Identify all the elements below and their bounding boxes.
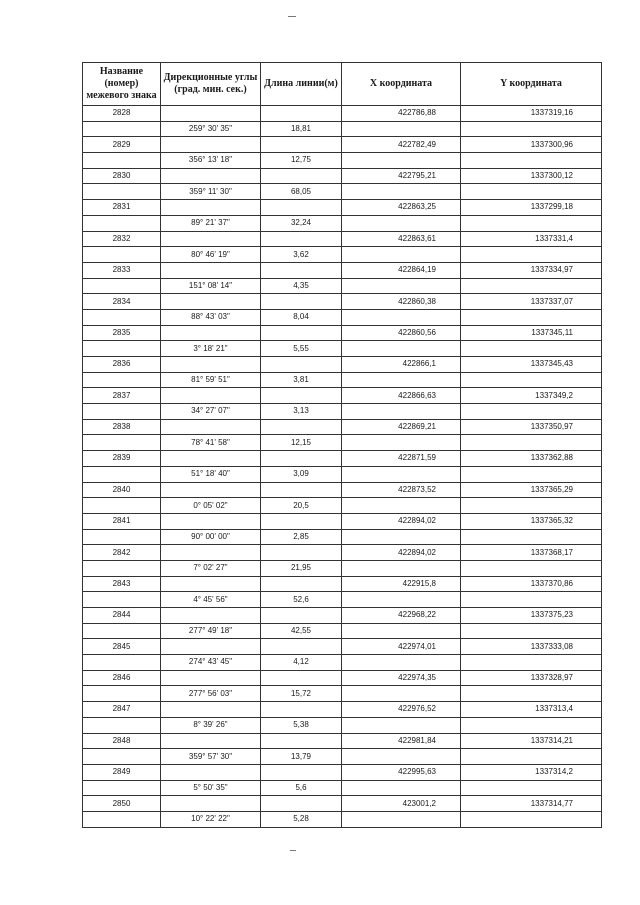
line-length-cell: 3,13 — [261, 404, 342, 420]
empty-cell — [83, 215, 161, 231]
direction-angle-cell: 151° 08' 14" — [161, 278, 261, 294]
empty-cell — [261, 419, 342, 435]
empty-cell — [461, 153, 602, 169]
empty-cell — [261, 325, 342, 341]
direction-angle-cell: 259° 30' 35" — [161, 121, 261, 137]
segment-row — [83, 153, 602, 169]
empty-cell — [342, 749, 461, 765]
point-name-cell: 2832 — [83, 231, 161, 247]
empty-cell — [83, 153, 161, 169]
empty-cell — [261, 262, 342, 278]
empty-cell — [161, 168, 261, 184]
y-coordinate-cell: 1337337,07 — [461, 294, 602, 310]
line-length-cell: 3,09 — [261, 466, 342, 482]
point-row — [83, 137, 602, 153]
y-coordinate-cell: 1337375,23 — [461, 608, 602, 624]
point-row — [83, 451, 602, 467]
empty-cell — [83, 466, 161, 482]
line-length-cell: 12,15 — [261, 435, 342, 451]
empty-cell — [261, 137, 342, 153]
empty-cell — [342, 560, 461, 576]
empty-cell — [161, 702, 261, 718]
empty-cell — [161, 451, 261, 467]
empty-cell — [161, 231, 261, 247]
point-name-cell: 2839 — [83, 451, 161, 467]
empty-cell — [461, 717, 602, 733]
header-x: X координата — [342, 63, 461, 106]
empty-cell — [261, 168, 342, 184]
point-row — [83, 639, 602, 655]
empty-cell — [83, 560, 161, 576]
empty-cell — [161, 608, 261, 624]
point-row — [83, 262, 602, 278]
empty-cell — [342, 623, 461, 639]
segment-row — [83, 184, 602, 200]
point-row — [83, 545, 602, 561]
line-length-cell: 4,35 — [261, 278, 342, 294]
empty-cell — [261, 764, 342, 780]
empty-cell — [461, 780, 602, 796]
direction-angle-cell: 4° 45' 56" — [161, 592, 261, 608]
segment-row — [83, 498, 602, 514]
x-coordinate-cell: 422968,22 — [342, 608, 461, 624]
x-coordinate-cell: 422782,49 — [342, 137, 461, 153]
empty-cell — [83, 372, 161, 388]
empty-cell — [83, 529, 161, 545]
empty-cell — [83, 592, 161, 608]
direction-angle-cell: 80° 46' 19" — [161, 247, 261, 263]
empty-cell — [461, 184, 602, 200]
empty-cell — [261, 357, 342, 373]
segment-row — [83, 372, 602, 388]
segment-row — [83, 215, 602, 231]
empty-cell — [161, 482, 261, 498]
empty-cell — [161, 545, 261, 561]
empty-cell — [461, 372, 602, 388]
empty-cell — [261, 733, 342, 749]
empty-cell — [342, 247, 461, 263]
empty-cell — [261, 451, 342, 467]
point-row — [83, 325, 602, 341]
direction-angle-cell: 10° 22' 22" — [161, 811, 261, 827]
segment-row — [83, 717, 602, 733]
empty-cell — [342, 592, 461, 608]
point-name-cell: 2830 — [83, 168, 161, 184]
empty-cell — [342, 529, 461, 545]
x-coordinate-cell: 422871,59 — [342, 451, 461, 467]
empty-cell — [83, 121, 161, 137]
point-name-cell: 2835 — [83, 325, 161, 341]
empty-cell — [461, 498, 602, 514]
line-length-cell: 4,12 — [261, 655, 342, 671]
empty-cell — [261, 294, 342, 310]
empty-cell — [83, 749, 161, 765]
empty-cell — [83, 498, 161, 514]
line-length-cell: 12,75 — [261, 153, 342, 169]
point-name-cell: 2841 — [83, 513, 161, 529]
direction-angle-cell: 356° 13' 18" — [161, 153, 261, 169]
point-row — [83, 764, 602, 780]
empty-cell — [461, 529, 602, 545]
segment-row — [83, 780, 602, 796]
point-row — [83, 294, 602, 310]
segment-row — [83, 247, 602, 263]
table-header-row — [83, 63, 602, 106]
empty-cell — [83, 341, 161, 357]
empty-cell — [261, 106, 342, 122]
y-coordinate-cell: 1337314,21 — [461, 733, 602, 749]
x-coordinate-cell: 422976,52 — [342, 702, 461, 718]
empty-cell — [83, 309, 161, 325]
empty-cell — [161, 325, 261, 341]
point-row — [83, 200, 602, 216]
segment-row — [83, 278, 602, 294]
direction-angle-cell: 0° 05' 02" — [161, 498, 261, 514]
empty-cell — [461, 121, 602, 137]
point-name-cell: 2845 — [83, 639, 161, 655]
point-name-cell: 2842 — [83, 545, 161, 561]
point-name-cell: 2828 — [83, 106, 161, 122]
empty-cell — [261, 388, 342, 404]
empty-cell — [83, 247, 161, 263]
empty-cell — [342, 811, 461, 827]
x-coordinate-cell: 422894,02 — [342, 545, 461, 561]
empty-cell — [461, 309, 602, 325]
segment-row — [83, 623, 602, 639]
empty-cell — [261, 513, 342, 529]
empty-cell — [161, 639, 261, 655]
empty-cell — [83, 404, 161, 420]
point-row — [83, 482, 602, 498]
line-length-cell: 20,5 — [261, 498, 342, 514]
empty-cell — [261, 639, 342, 655]
line-length-cell: 68,05 — [261, 184, 342, 200]
empty-cell — [461, 623, 602, 639]
point-row — [83, 733, 602, 749]
empty-cell — [83, 623, 161, 639]
x-coordinate-cell: 422866,1 — [342, 357, 461, 373]
bottom-scan-mark — [290, 850, 296, 851]
segment-row — [83, 560, 602, 576]
x-coordinate-cell: 422869,21 — [342, 419, 461, 435]
line-length-cell: 5,6 — [261, 780, 342, 796]
y-coordinate-cell: 1337299,18 — [461, 200, 602, 216]
y-coordinate-cell: 1337365,29 — [461, 482, 602, 498]
header-y: Y координата — [461, 63, 602, 106]
point-row — [83, 168, 602, 184]
empty-cell — [161, 106, 261, 122]
x-coordinate-cell: 422795,21 — [342, 168, 461, 184]
direction-angle-cell: 88° 43' 03" — [161, 309, 261, 325]
empty-cell — [342, 655, 461, 671]
direction-angle-cell: 78° 41' 58" — [161, 435, 261, 451]
point-name-cell: 2843 — [83, 576, 161, 592]
empty-cell — [83, 686, 161, 702]
point-name-cell: 2831 — [83, 200, 161, 216]
segment-row — [83, 592, 602, 608]
line-length-cell: 32,24 — [261, 215, 342, 231]
empty-cell — [461, 811, 602, 827]
empty-cell — [342, 341, 461, 357]
point-name-cell: 2838 — [83, 419, 161, 435]
empty-cell — [461, 686, 602, 702]
x-coordinate-cell: 422864,19 — [342, 262, 461, 278]
point-name-cell: 2836 — [83, 357, 161, 373]
empty-cell — [461, 749, 602, 765]
line-length-cell: 15,72 — [261, 686, 342, 702]
x-coordinate-cell: 422894,02 — [342, 513, 461, 529]
point-name-cell: 2846 — [83, 670, 161, 686]
point-name-cell: 2844 — [83, 608, 161, 624]
y-coordinate-cell: 1337300,96 — [461, 137, 602, 153]
point-row — [83, 419, 602, 435]
empty-cell — [261, 796, 342, 812]
y-coordinate-cell: 1337345,43 — [461, 357, 602, 373]
empty-cell — [461, 560, 602, 576]
x-coordinate-cell: 422786,88 — [342, 106, 461, 122]
segment-row — [83, 121, 602, 137]
empty-cell — [461, 247, 602, 263]
empty-cell — [342, 372, 461, 388]
point-row — [83, 576, 602, 592]
empty-cell — [461, 404, 602, 420]
point-row — [83, 357, 602, 373]
y-coordinate-cell: 1337333,08 — [461, 639, 602, 655]
segment-row — [83, 309, 602, 325]
x-coordinate-cell: 422860,38 — [342, 294, 461, 310]
empty-cell — [161, 576, 261, 592]
line-length-cell: 18,81 — [261, 121, 342, 137]
segment-row — [83, 529, 602, 545]
empty-cell — [461, 655, 602, 671]
x-coordinate-cell: 422995,63 — [342, 764, 461, 780]
line-length-cell: 52,6 — [261, 592, 342, 608]
y-coordinate-cell: 1337331,4 — [461, 231, 602, 247]
segment-row — [83, 466, 602, 482]
x-coordinate-cell: 422863,61 — [342, 231, 461, 247]
point-row — [83, 513, 602, 529]
segment-row — [83, 435, 602, 451]
point-name-cell: 2848 — [83, 733, 161, 749]
segment-row — [83, 404, 602, 420]
direction-angle-cell: 51° 18' 40" — [161, 466, 261, 482]
point-row — [83, 702, 602, 718]
empty-cell — [261, 576, 342, 592]
y-coordinate-cell: 1337350,97 — [461, 419, 602, 435]
line-length-cell: 3,62 — [261, 247, 342, 263]
line-length-cell: 21,95 — [261, 560, 342, 576]
segment-row — [83, 811, 602, 827]
empty-cell — [342, 435, 461, 451]
point-row — [83, 796, 602, 812]
y-coordinate-cell: 1337362,88 — [461, 451, 602, 467]
empty-cell — [83, 655, 161, 671]
header-angle: Дирекционные углы (град. мин. сек.) — [161, 63, 261, 106]
empty-cell — [161, 670, 261, 686]
line-length-cell: 5,38 — [261, 717, 342, 733]
line-length-cell: 13,79 — [261, 749, 342, 765]
y-coordinate-cell: 1337313,4 — [461, 702, 602, 718]
x-coordinate-cell: 423001,2 — [342, 796, 461, 812]
y-coordinate-cell: 1337349,2 — [461, 388, 602, 404]
empty-cell — [342, 717, 461, 733]
direction-angle-cell: 277° 56' 03" — [161, 686, 261, 702]
direction-angle-cell: 274° 43' 45" — [161, 655, 261, 671]
point-name-cell: 2837 — [83, 388, 161, 404]
line-length-cell: 5,28 — [261, 811, 342, 827]
x-coordinate-cell: 422981,84 — [342, 733, 461, 749]
direction-angle-cell: 359° 11' 30" — [161, 184, 261, 200]
y-coordinate-cell: 1337314,2 — [461, 764, 602, 780]
empty-cell — [342, 309, 461, 325]
empty-cell — [342, 121, 461, 137]
empty-cell — [83, 435, 161, 451]
point-row — [83, 106, 602, 122]
empty-cell — [342, 404, 461, 420]
point-name-cell: 2850 — [83, 796, 161, 812]
x-coordinate-cell: 422866,63 — [342, 388, 461, 404]
y-coordinate-cell: 1337370,86 — [461, 576, 602, 592]
point-name-cell: 2833 — [83, 262, 161, 278]
empty-cell — [161, 513, 261, 529]
point-name-cell: 2829 — [83, 137, 161, 153]
empty-cell — [461, 215, 602, 231]
empty-cell — [161, 262, 261, 278]
empty-cell — [161, 357, 261, 373]
y-coordinate-cell: 1337345,11 — [461, 325, 602, 341]
empty-cell — [261, 702, 342, 718]
x-coordinate-cell: 422974,35 — [342, 670, 461, 686]
empty-cell — [161, 764, 261, 780]
direction-angle-cell: 8° 39' 26" — [161, 717, 261, 733]
segment-row — [83, 686, 602, 702]
direction-angle-cell: 277° 49' 18" — [161, 623, 261, 639]
empty-cell — [342, 184, 461, 200]
line-length-cell: 42,55 — [261, 623, 342, 639]
empty-cell — [261, 670, 342, 686]
y-coordinate-cell: 1337368,17 — [461, 545, 602, 561]
x-coordinate-cell: 422860,56 — [342, 325, 461, 341]
y-coordinate-cell: 1337365,32 — [461, 513, 602, 529]
empty-cell — [342, 215, 461, 231]
empty-cell — [261, 482, 342, 498]
empty-cell — [83, 717, 161, 733]
x-coordinate-cell: 422974,01 — [342, 639, 461, 655]
table-body — [83, 106, 602, 828]
y-coordinate-cell: 1337319,16 — [461, 106, 602, 122]
empty-cell — [461, 278, 602, 294]
point-row — [83, 231, 602, 247]
segment-row — [83, 749, 602, 765]
empty-cell — [461, 435, 602, 451]
header-name: Название (номер) межевого знака — [83, 63, 161, 106]
point-name-cell: 2849 — [83, 764, 161, 780]
header-length: Длина линии(м) — [261, 63, 342, 106]
line-length-cell: 3,81 — [261, 372, 342, 388]
point-name-cell: 2834 — [83, 294, 161, 310]
empty-cell — [161, 137, 261, 153]
empty-cell — [161, 419, 261, 435]
point-name-cell: 2840 — [83, 482, 161, 498]
y-coordinate-cell: 1337334,97 — [461, 262, 602, 278]
top-scan-mark — [288, 16, 296, 17]
empty-cell — [161, 796, 261, 812]
empty-cell — [461, 592, 602, 608]
line-length-cell: 8,04 — [261, 309, 342, 325]
empty-cell — [83, 184, 161, 200]
direction-angle-cell: 359° 57' 30" — [161, 749, 261, 765]
empty-cell — [261, 231, 342, 247]
direction-angle-cell: 81° 59' 51" — [161, 372, 261, 388]
direction-angle-cell: 90° 00' 00" — [161, 529, 261, 545]
y-coordinate-cell: 1337328,97 — [461, 670, 602, 686]
line-length-cell: 5,55 — [261, 341, 342, 357]
empty-cell — [83, 811, 161, 827]
empty-cell — [261, 545, 342, 561]
direction-angle-cell: 7° 02' 27" — [161, 560, 261, 576]
direction-angle-cell: 89° 21' 37" — [161, 215, 261, 231]
empty-cell — [342, 686, 461, 702]
empty-cell — [161, 200, 261, 216]
empty-cell — [161, 388, 261, 404]
empty-cell — [342, 153, 461, 169]
empty-cell — [161, 733, 261, 749]
point-row — [83, 670, 602, 686]
empty-cell — [342, 466, 461, 482]
point-name-cell: 2847 — [83, 702, 161, 718]
segment-row — [83, 341, 602, 357]
direction-angle-cell: 5° 50' 35" — [161, 780, 261, 796]
empty-cell — [342, 498, 461, 514]
x-coordinate-cell: 422873,52 — [342, 482, 461, 498]
empty-cell — [261, 608, 342, 624]
x-coordinate-cell: 422915,8 — [342, 576, 461, 592]
y-coordinate-cell: 1337314,77 — [461, 796, 602, 812]
empty-cell — [261, 200, 342, 216]
direction-angle-cell: 34° 27' 07" — [161, 404, 261, 420]
segment-row — [83, 655, 602, 671]
point-row — [83, 388, 602, 404]
empty-cell — [461, 466, 602, 482]
empty-cell — [83, 278, 161, 294]
boundary-coordinates-table — [82, 62, 602, 828]
y-coordinate-cell: 1337300,12 — [461, 168, 602, 184]
empty-cell — [461, 341, 602, 357]
empty-cell — [83, 780, 161, 796]
empty-cell — [342, 278, 461, 294]
direction-angle-cell: 3° 18' 21" — [161, 341, 261, 357]
point-row — [83, 608, 602, 624]
empty-cell — [161, 294, 261, 310]
line-length-cell: 2,85 — [261, 529, 342, 545]
empty-cell — [342, 780, 461, 796]
x-coordinate-cell: 422863,25 — [342, 200, 461, 216]
